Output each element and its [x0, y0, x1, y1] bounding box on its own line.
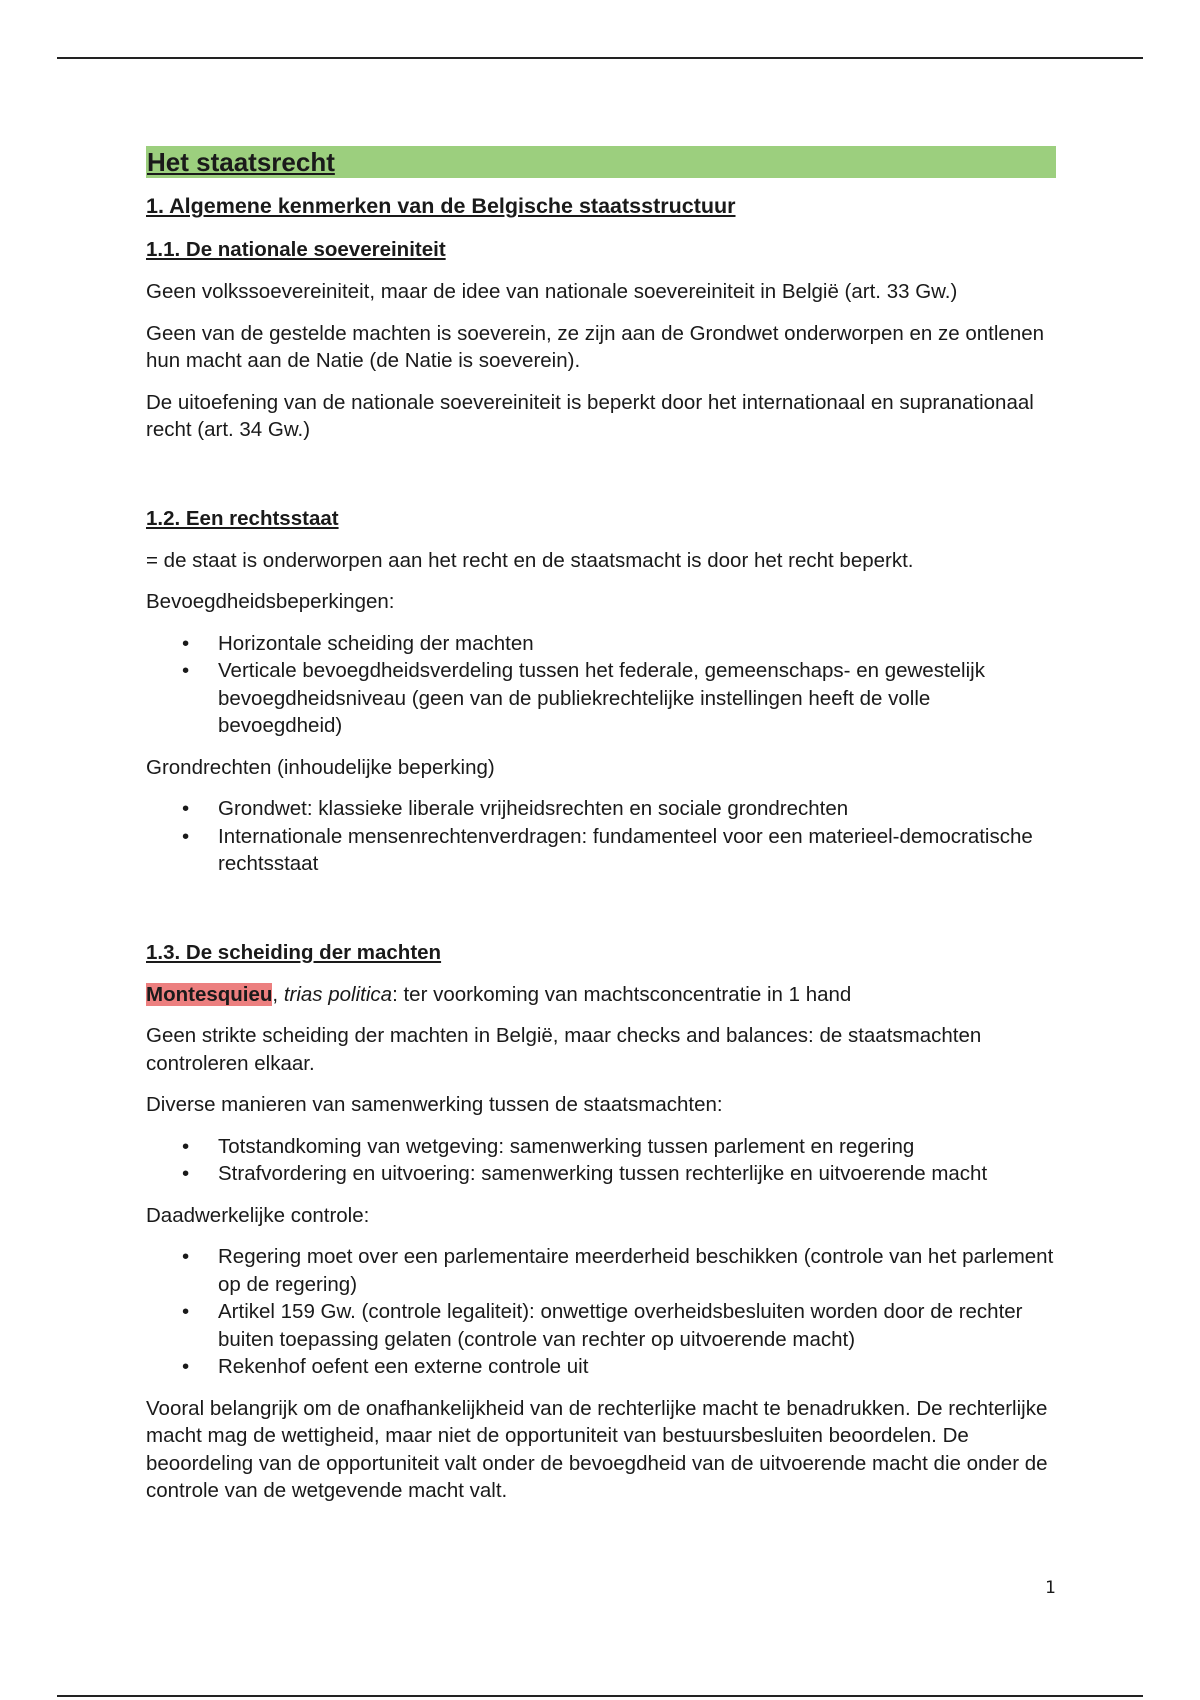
italic-term: trias politica: [283, 982, 393, 1006]
page-number: 1: [1045, 1578, 1056, 1598]
bullet-list: [146, 1133, 1056, 1188]
section-heading-1-2: 1.2. Een rechtsstaat: [146, 506, 339, 530]
list-item: • Horizontale scheiding der machten: [146, 630, 1056, 658]
paragraph: Bevoegdheidsbeperkingen:: [146, 590, 395, 613]
section-heading-1-1: 1.1. De nationale soevereiniteit: [146, 238, 446, 261]
document-body: [146, 146, 1056, 1519]
section-heading-1-3: 1.3. De scheiding der machten: [146, 940, 442, 964]
list-item: • Totstandkoming van wetgeving: samenwerking tussen parlement en regering: [146, 1133, 1056, 1161]
bullet-list: [146, 630, 1056, 740]
highlighted-name: Montesquieu: [146, 982, 273, 1006]
paragraph: Geen volkssoevereiniteit, maar de idee van nationale soevereiniteit in België (art. 33 Gw.): [146, 280, 958, 303]
separator-text: ,: [272, 982, 284, 1006]
paragraph: = de staat is onderworpen aan het recht en de staatsmacht is door het recht beperkt.: [146, 548, 914, 572]
paragraph: Vooral belangrijk om de onafhankelijkheid van de rechterlijke macht te benadrukken. De rechterlijke macht mag de wettigheid, maar niet de opportuniteit van bestuursbesluiten beoordelen. De beoordeling van de opportuniteit valt onder de bevoegdheid van de uitvoerende macht die onder de controle van de wetgevende macht valt.: [146, 1396, 1048, 1502]
paragraph: Geen van de gestelde machten is soeverein, ze zijn aan de Grondwet onderworpen en ze ontlenen hun macht aan de Natie (de Natie is soeverein).: [146, 321, 1045, 372]
bullet-list: [146, 1243, 1056, 1381]
bullet-list: [146, 795, 1056, 878]
list-item: • Grondwet: klassieke liberale vrijheidsrechten en sociale grondrechten: [146, 795, 1056, 823]
paragraph-text: : ter voorkoming van machtsconcentratie in 1 hand: [392, 982, 852, 1006]
spacer: [146, 458, 1056, 505]
paragraph: [146, 981, 1056, 1009]
list-item: • Verticale bevoegdheidsverdeling tussen het federale, gemeenschaps- en gewestelijk bevoegdheidsniveau (geen van de publiekrechtelijke instellingen heeft de volle bevoegdheid): [146, 657, 1056, 740]
chapter-heading: 1. Algemene kenmerken van de Belgische staatsstructuur: [146, 194, 736, 218]
paragraph: Daadwerkelijke controle:: [146, 1203, 370, 1227]
list-item: • Strafvordering en uitvoering: samenwerking tussen rechterlijke en uitvoerende macht: [146, 1160, 1056, 1188]
paragraph: Grondrechten (inhoudelijke beperking): [146, 755, 495, 779]
paragraph: Geen strikte scheiding der machten in België, maar checks and balances: de staatsmachten controleren elkaar.: [146, 1024, 982, 1075]
list-item: • Rekenhof oefent een externe controle uit: [146, 1353, 1056, 1381]
list-item: • Internationale mensenrechtenverdragen: fundamenteel voor een materieel-democratische rechtsstaat: [146, 823, 1056, 878]
spacer: [146, 892, 1056, 939]
list-item: • Artikel 159 Gw. (controle legaliteit): onwettige overheidsbesluiten worden door de rechter buiten toepassing gelaten (controle van rechter op uitvoerende macht): [146, 1298, 1056, 1353]
paragraph: Diverse manieren van samenwerking tussen de staatsmachten:: [146, 1093, 723, 1116]
document-title: Het staatsrecht: [146, 146, 1056, 178]
paragraph: De uitoefening van de nationale soevereiniteit is beperkt door het internationaal en supranationaal recht (art. 34 Gw.): [146, 390, 1034, 441]
list-item: • Regering moet over een parlementaire meerderheid beschikken (controle van het parlement op de regering): [146, 1243, 1056, 1298]
footer-rule: [57, 1695, 1143, 1697]
header-rule: [57, 57, 1143, 59]
